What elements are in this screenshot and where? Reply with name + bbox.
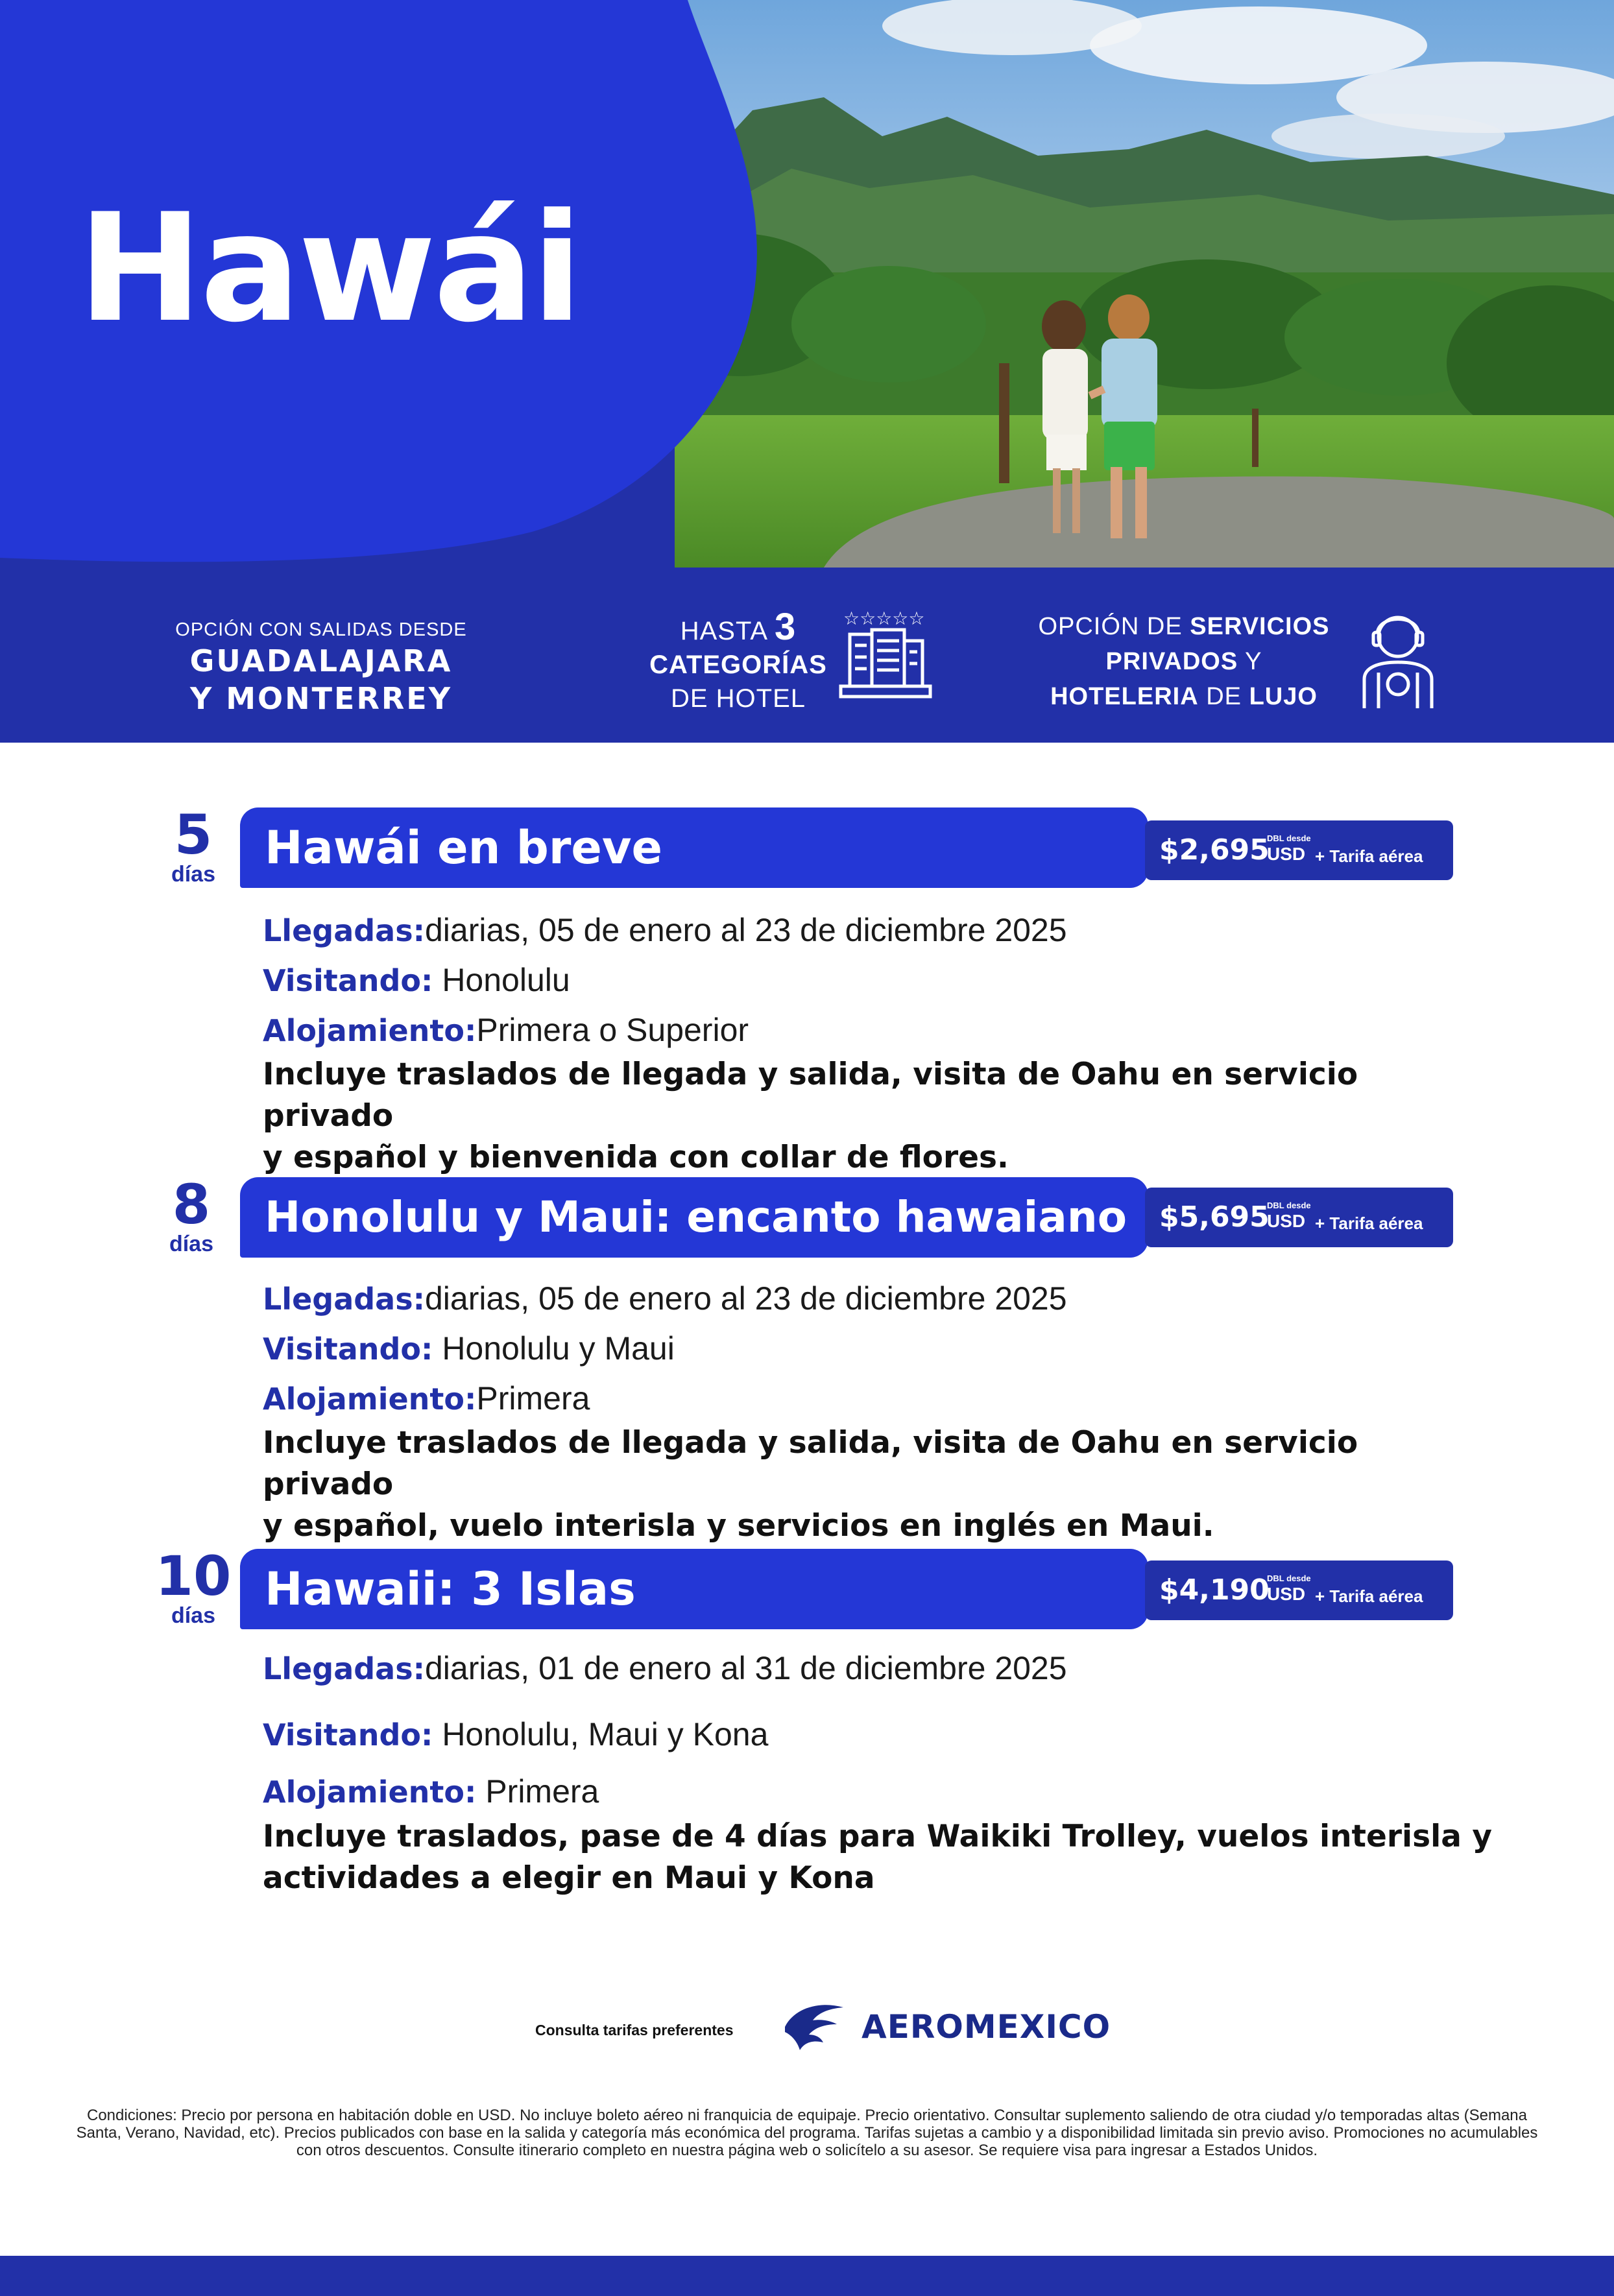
arrivals-row: Llegadas:diarias, 05 de enero al 23 de diciembre 2025 — [263, 912, 1067, 948]
lodging-row: Alojamiento: Primera — [263, 1773, 599, 1810]
package-title: Hawaii: 3 Islas — [240, 1549, 1148, 1629]
days-badge: 5 días — [171, 803, 216, 887]
arrivals-row: Llegadas:diarias, 01 de enero al 31 de diciembre 2025 — [263, 1650, 1067, 1686]
package-title: Hawái en breve — [240, 807, 1148, 888]
features-band — [0, 568, 1614, 743]
visiting-row: Visitando: Honolulu, Maui y Kona — [263, 1716, 769, 1752]
conditions-text: Condiciones: Precio por persona en habitación doble en USD. No incluye boleto aéreo ni franquicia de equipaje. Precio orientativo. Consultar suplemento saliendo de otra ciudad y/o temporadas altas (Semana Santa, Verano, Navidad, etc). Precios publicados con base en la salida y categoría más económica del programa. Tarifas sujetas a cambio y a disponibilidad limitada sin previo aviso. Promociones no acumulables con otros descuentos. Consulte itinerario completo en nuestra página web o solicítelo a su asesor. Se requiere visa para ingresar a Estados Unidos. — [76, 2107, 1538, 2159]
svg-text:☆☆☆☆☆: ☆☆☆☆☆ — [843, 608, 925, 629]
includes-text: Incluye traslados de llegada y salida, visita de Oahu en servicio privado y español y bienvenida con collar de flores. — [263, 1057, 1358, 1175]
lodging-row: Alojamiento:Primera o Superior — [263, 1012, 749, 1048]
price-badge: $5,695 DBL desde USD + Tarifa aérea — [1145, 1188, 1453, 1247]
includes-text: Incluye traslados, pase de 4 días para Waikiki Trolley, vuelos interisla y actividades a elegir en Maui y Kona — [263, 1819, 1492, 1896]
aeromexico-logo-icon — [782, 2001, 847, 2053]
hotel-building-icon — [837, 605, 934, 702]
departures-feature: OPCIÓN CON SALIDAS DESDE GUADALAJARA Y MONTERREY — [175, 619, 467, 716]
preferred-fares-note: Consulta tarifas preferentes — [535, 2022, 734, 2039]
days-badge: 10 días — [155, 1544, 232, 1628]
aeromexico-wordmark: AEROMEXICO — [861, 2008, 1111, 2046]
hotel-categories-feature: HASTA 3 CATEGORÍAS DE HOTEL — [649, 606, 827, 713]
includes-text: Incluye traslados de llegada y salida, visita de Oahu en servicio privado y español, vuelo interisla y servicios en inglés en Maui. — [263, 1425, 1358, 1544]
tour-guide-icon — [1359, 608, 1437, 712]
lodging-row: Alojamiento:Primera — [263, 1380, 590, 1417]
days-badge: 8 días — [169, 1173, 214, 1256]
bottom-bar — [0, 2256, 1614, 2296]
price-badge: $4,190 DBL desde USD + Tarifa aérea — [1145, 1561, 1453, 1620]
price-badge: $2,695 DBL desde USD + Tarifa aérea — [1145, 820, 1453, 880]
arrivals-row: Llegadas:diarias, 05 de enero al 23 de diciembre 2025 — [263, 1280, 1067, 1317]
hero-banner — [0, 0, 1614, 568]
visiting-row: Visitando: Honolulu — [263, 962, 570, 998]
visiting-row: Visitando: Honolulu y Maui — [263, 1330, 675, 1367]
page-title: Hawái — [78, 182, 581, 355]
package-title: Honolulu y Maui: encanto hawaiano — [240, 1177, 1148, 1258]
private-services-feature: OPCIÓN DE SERVICIOS PRIVADOS Y HOTELERIA DE LUJO — [1038, 613, 1330, 710]
